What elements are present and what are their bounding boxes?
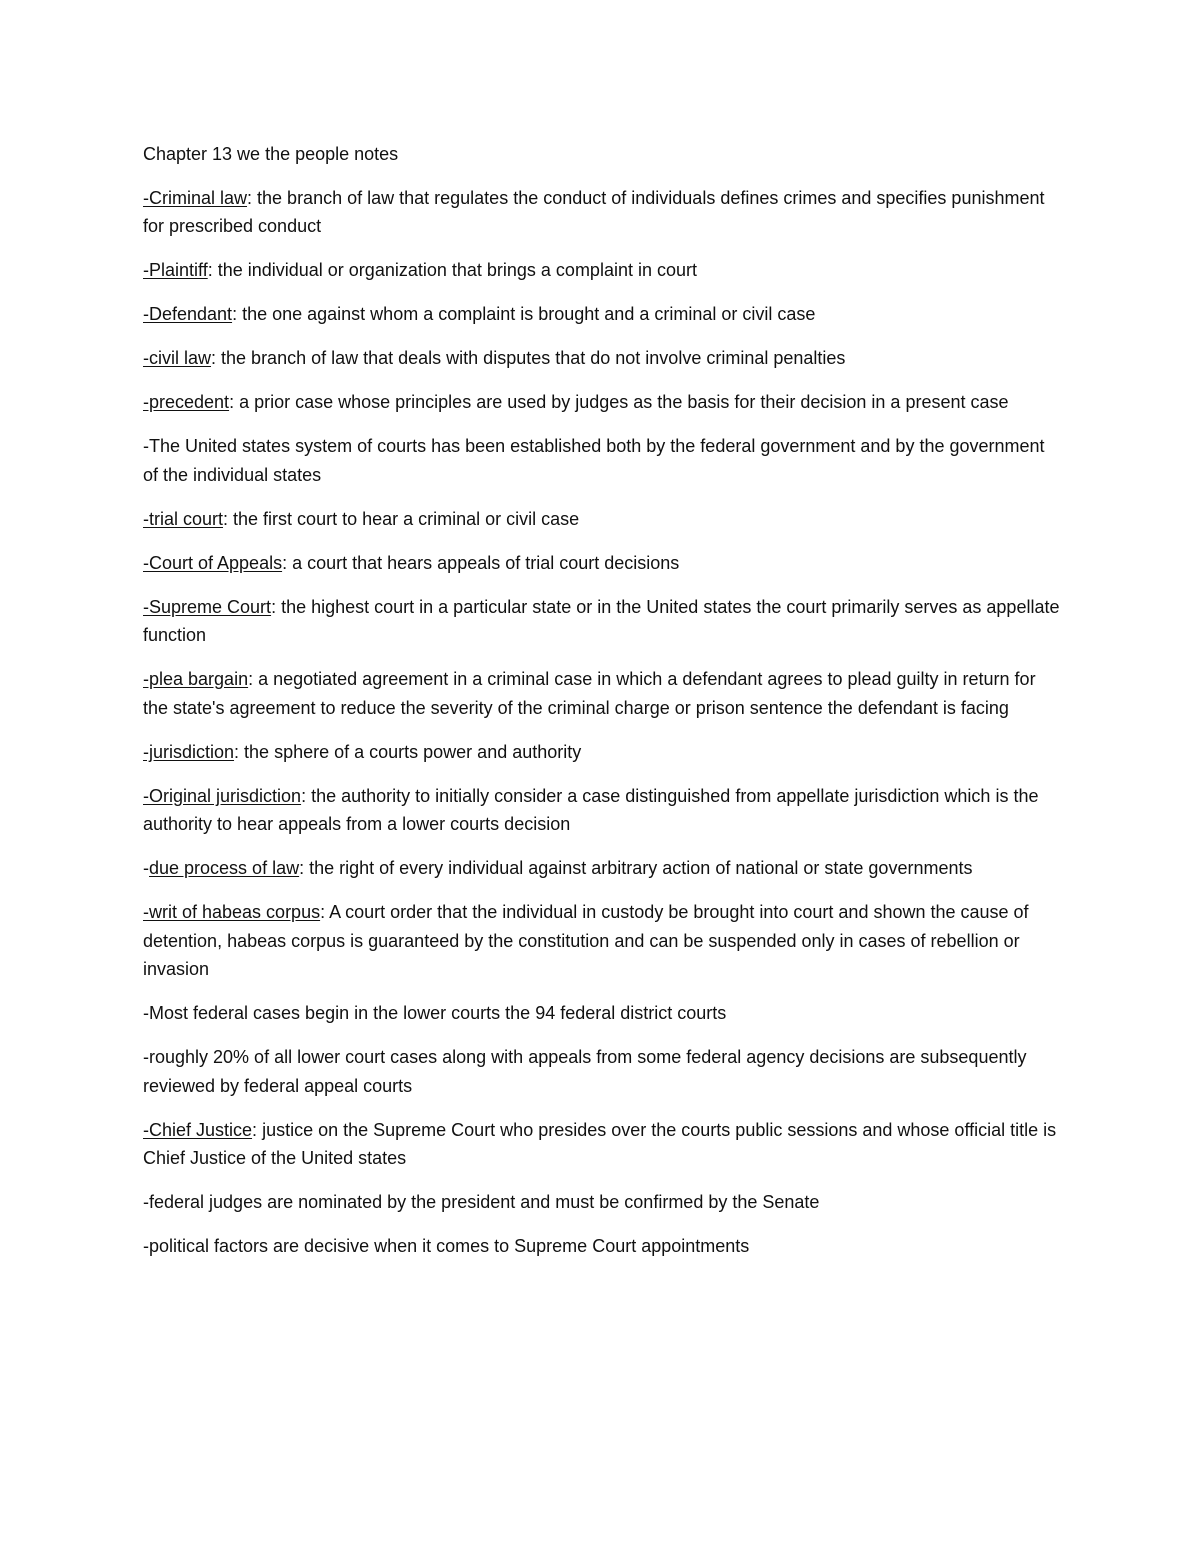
note-separator: : xyxy=(248,669,254,689)
note-entry xyxy=(143,1188,1063,1217)
note-definition: a court that hears appeals of trial court decisions xyxy=(287,552,680,573)
note-separator: : xyxy=(234,741,240,762)
note-term: -civil law xyxy=(143,348,212,368)
note-definition: a negotiated agreement in a criminal case in which a defendant agrees to plead guilty in return for the state's agreement to reduce the severity of the criminal charge or prison sentence the defendant is facing xyxy=(143,669,1036,718)
note-definition: the one against whom a complaint is brought and a criminal or civil case xyxy=(237,304,816,324)
note-text: -The United states system of courts has been established both by the federal government and by the government of the individual states xyxy=(143,436,1045,485)
note-term: -jurisdiction xyxy=(143,741,235,762)
note-definition: a prior case whose principles are used by judges as the basis for their decision in a present case xyxy=(234,392,1009,412)
note-separator: : xyxy=(301,785,307,806)
note-term: -Court of Appeals xyxy=(143,552,283,573)
note-text: -federal judges are nominated by the president and must be confirmed by the Senate xyxy=(143,1192,820,1212)
note-text: -Most federal cases begin in the lower courts the 94 federal district courts xyxy=(143,1003,727,1023)
note-entry xyxy=(143,782,1063,839)
note-entry xyxy=(143,1232,1063,1261)
note-entry xyxy=(143,854,1063,883)
note-entry xyxy=(143,256,1063,285)
note-term: -Plaintiff xyxy=(143,260,208,280)
note-entry xyxy=(143,184,1063,241)
note-definition: the highest court in a particular state or in the United states the court primarily serves as appellate function xyxy=(143,596,1060,645)
note-definition: the branch of law that regulates the conduct of individuals defines crimes and specifies punishment for prescribed conduct xyxy=(143,187,1045,236)
note-separator: : xyxy=(232,304,238,324)
note-term: -Defendant xyxy=(143,304,233,324)
note-entry xyxy=(143,344,1063,373)
note-term: -trial court xyxy=(143,508,224,529)
note-separator: : xyxy=(252,1119,258,1140)
note-definition: the individual or organization that brings a complaint in court xyxy=(212,260,697,280)
note-definition: the first court to hear a criminal or civil case xyxy=(228,508,580,529)
note-term: -Original jurisdiction xyxy=(143,785,302,806)
note-term: -Criminal law xyxy=(143,187,248,208)
note-entry xyxy=(143,388,1063,417)
note-entry xyxy=(143,593,1063,650)
note-text: -political factors are decisive when it comes to Supreme Court appointments xyxy=(143,1236,750,1256)
note-entry xyxy=(143,665,1063,722)
note-separator: : xyxy=(229,392,235,412)
note-definition: the authority to initially consider a case distinguished from appellate jurisdiction which is the authority to hear appeals from a lower courts decision xyxy=(143,785,1039,834)
note-separator: : xyxy=(207,260,213,280)
note-separator: : xyxy=(271,596,277,617)
note-entry xyxy=(143,738,1063,767)
note-term: -plea bargain xyxy=(143,669,249,689)
note-term: -precedent xyxy=(143,392,230,412)
note-separator: : xyxy=(223,508,229,529)
note-prefix: - xyxy=(143,858,149,878)
note-entry xyxy=(143,999,1063,1028)
note-entry xyxy=(143,300,1063,329)
note-separator: : xyxy=(320,902,326,922)
note-term: -writ of habeas corpus xyxy=(143,902,321,922)
note-term: -Chief Justice xyxy=(143,1119,253,1140)
document-page xyxy=(143,140,1063,1276)
note-entry xyxy=(143,549,1063,578)
note-entry xyxy=(143,1043,1063,1100)
note-definition: the sphere of a courts power and authority xyxy=(239,741,582,762)
note-separator: : xyxy=(282,552,288,573)
document-title: Chapter 13 we the people notes xyxy=(143,144,399,164)
note-term: -Supreme Court xyxy=(143,596,272,617)
note-text: -roughly 20% of all lower court cases along with appeals from some federal agency decisions are subsequently reviewed by federal appeal courts xyxy=(143,1047,1027,1096)
note-entry xyxy=(143,505,1063,534)
note-separator: : xyxy=(247,187,253,208)
note-definition: the branch of law that deals with disputes that do not involve criminal penalties xyxy=(216,348,846,368)
note-entry xyxy=(143,1116,1063,1173)
note-entry xyxy=(143,898,1063,984)
note-definition: the right of every individual against arbitrary action of national or state governments xyxy=(304,858,973,878)
note-separator: : xyxy=(299,858,305,878)
note-entry xyxy=(143,432,1063,489)
note-term: due process of law xyxy=(149,858,300,878)
note-definition: A court order that the individual in custody be brought into court and shown the cause of detention, habeas corpus is guaranteed by the constitution and can be suspended only in cases of rebellion or invasion xyxy=(143,902,1029,979)
note-separator: : xyxy=(211,348,217,368)
note-definition: justice on the Supreme Court who presides over the courts public sessions and whose official title is Chief Justice of the United states xyxy=(143,1119,1057,1168)
